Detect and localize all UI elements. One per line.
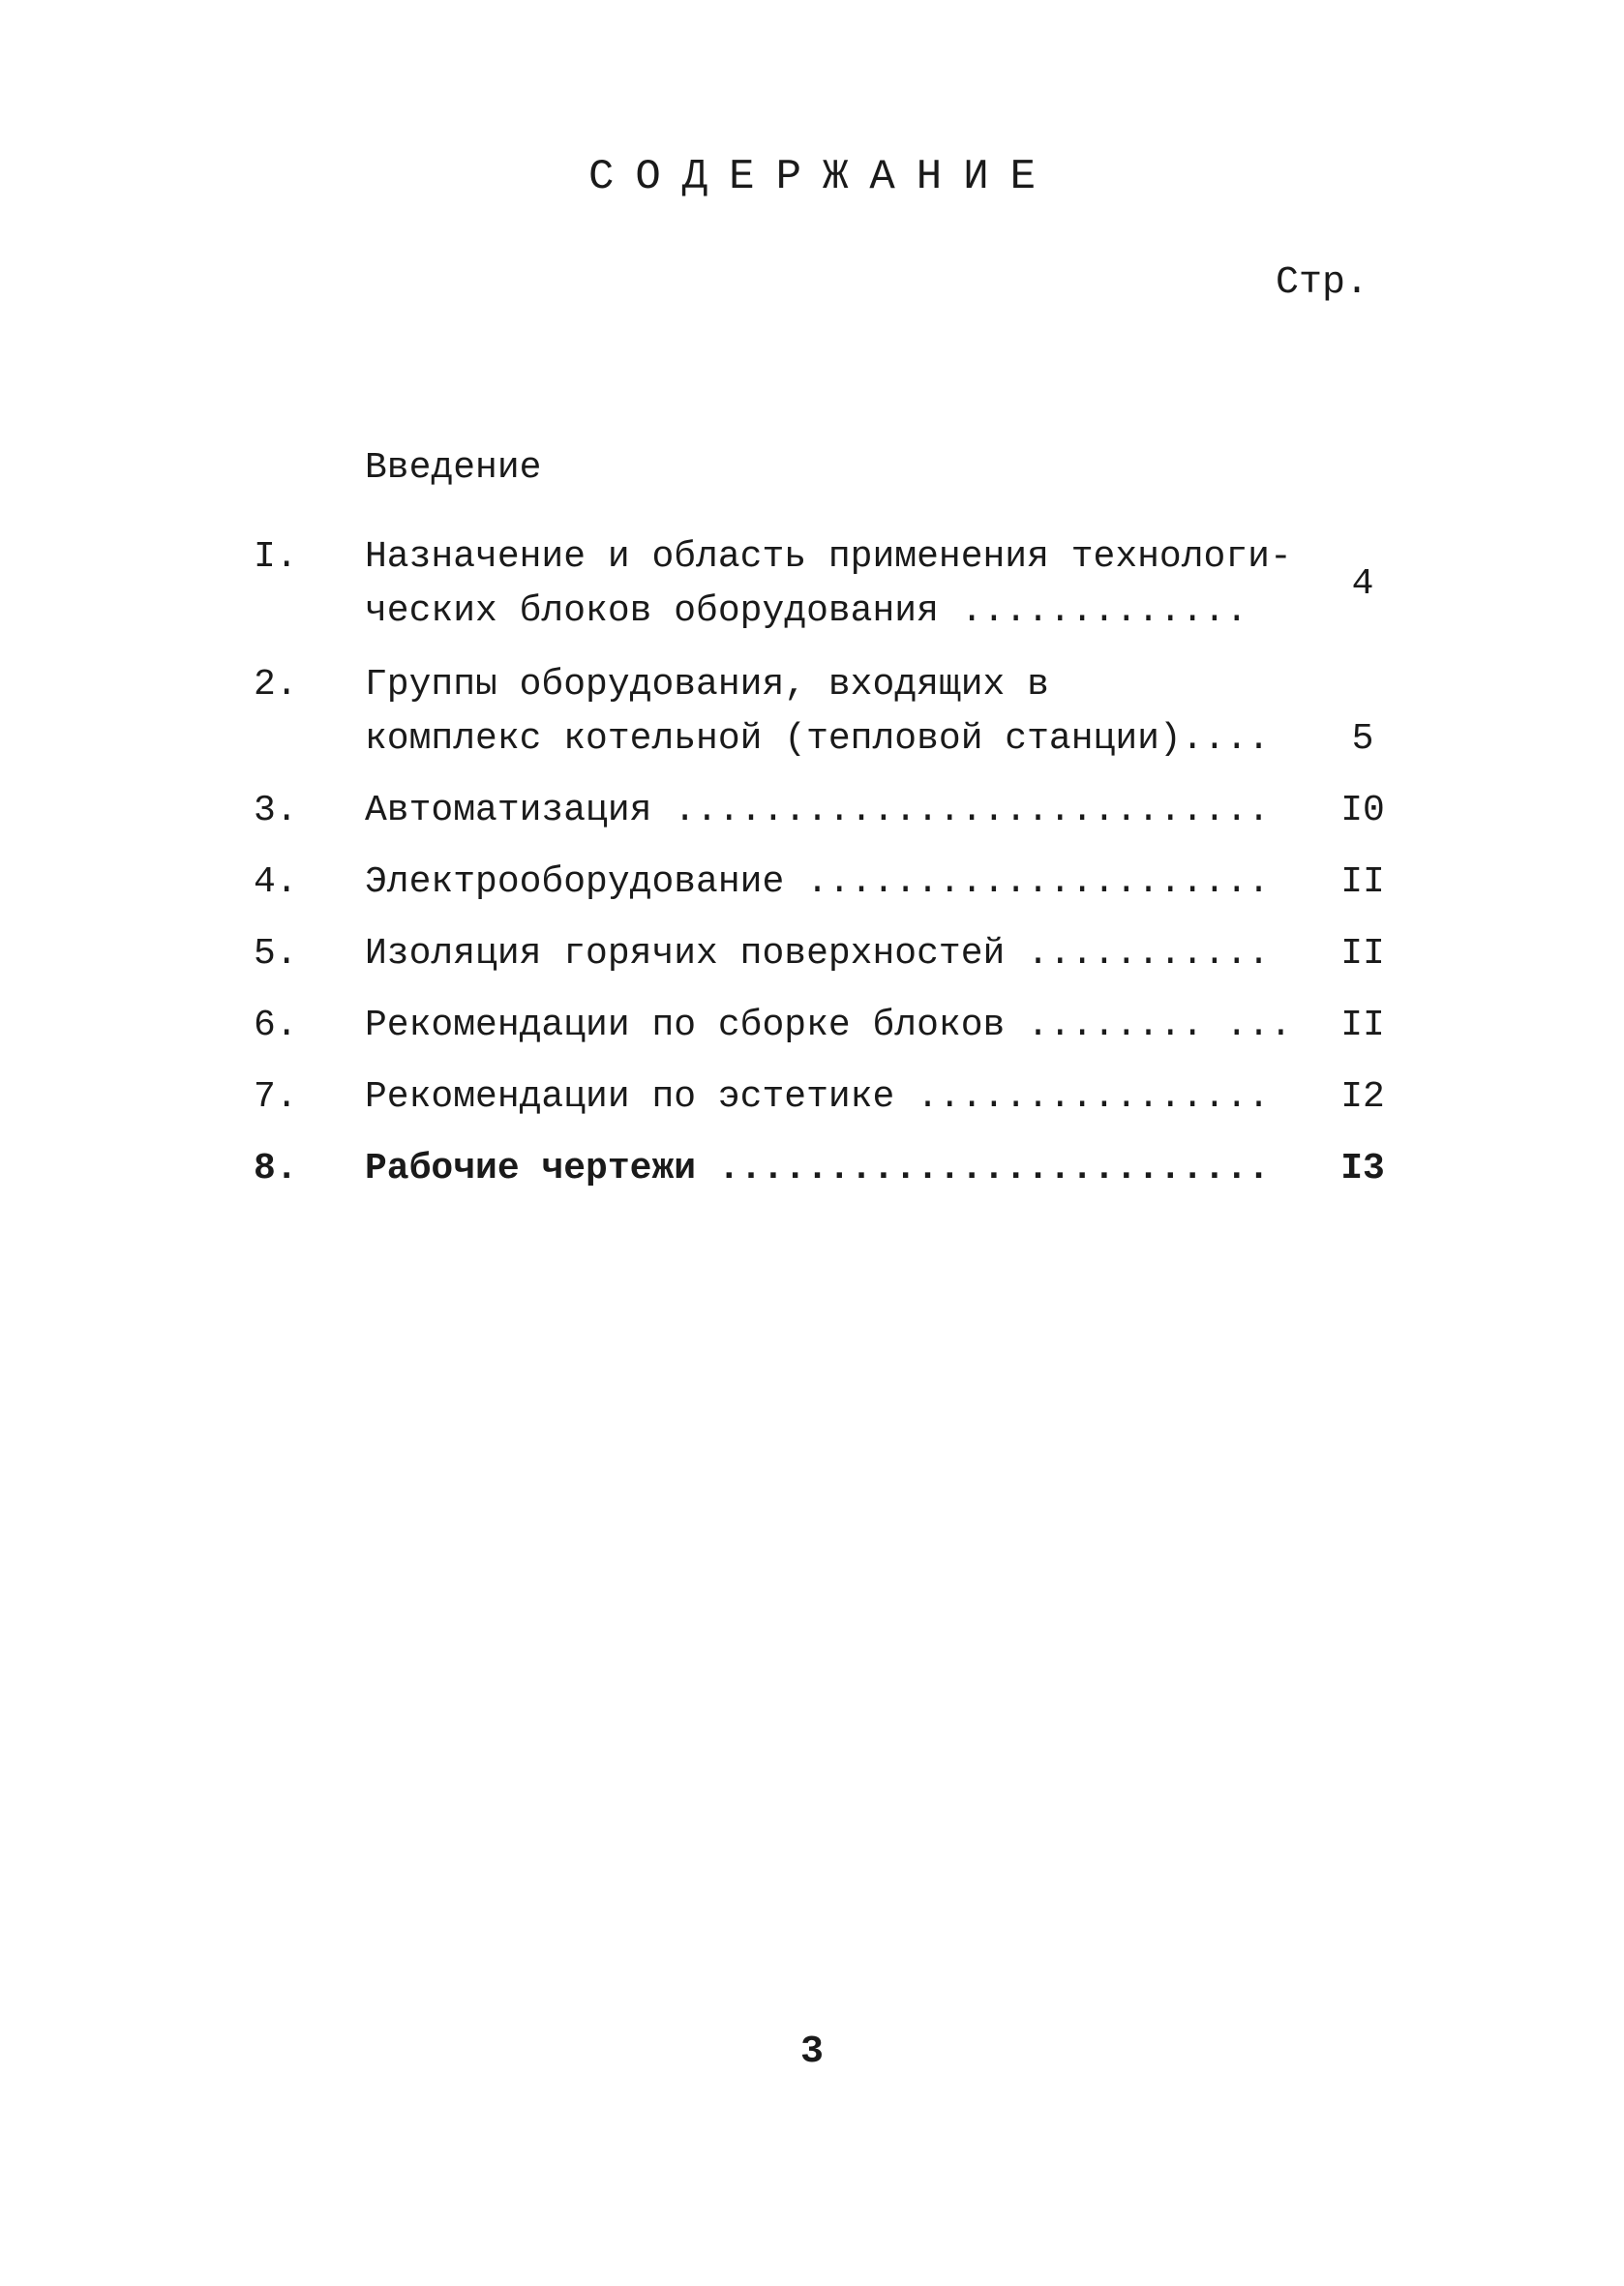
toc-entry-line: ческих блоков оборудования ............. [365,590,1248,632]
toc-entry-number: 8. [254,1148,298,1189]
toc-entry-page: 4 [1351,563,1374,605]
toc-entry-line: Рабочие чертежи ......................... [365,1148,1270,1189]
toc-entry-page: II [1340,933,1385,975]
toc-entry-number: 5. [254,933,298,975]
toc-entry-line: Группы оборудования, входящих в [365,664,1049,706]
toc-entry-line: Автоматизация ........................... [365,790,1270,831]
toc-entry-number: 6. [254,1005,298,1046]
toc-entry-page: I3 [1340,1148,1385,1189]
page-number: 3 [799,2030,824,2074]
toc-entry-line: комплекс котельной (тепловой станции).... [365,718,1270,760]
toc-entry-number: 7. [254,1076,298,1118]
toc-entry-page: 5 [1351,718,1374,760]
toc-entry-line: Изоляция горячих поверхностей ........... [365,933,1270,975]
toc-entry-page: I2 [1340,1076,1385,1118]
toc-entry-number: I. [254,536,298,578]
page-column-header: Стр. [1276,261,1369,305]
toc-entry-page: I0 [1340,790,1385,831]
document-title: СОДЕРЖАНИЕ [587,153,1058,201]
toc-entry-number: 3. [254,790,298,831]
toc-entry-page: II [1340,1005,1385,1046]
toc-intro: Введение [365,447,542,489]
toc-entry-line: Рекомендации по эстетике ................ [365,1076,1270,1118]
toc-entry-number: 2. [254,664,298,706]
toc-entry-line: Электрооборудование ..................... [365,861,1270,903]
toc-entry-line: Назначение и область применения технологи- [365,536,1292,578]
toc-entry-line: Рекомендации по сборке блоков ........ ... [365,1005,1292,1046]
toc-entry-number: 4. [254,861,298,903]
toc-entry-page: II [1340,861,1385,903]
